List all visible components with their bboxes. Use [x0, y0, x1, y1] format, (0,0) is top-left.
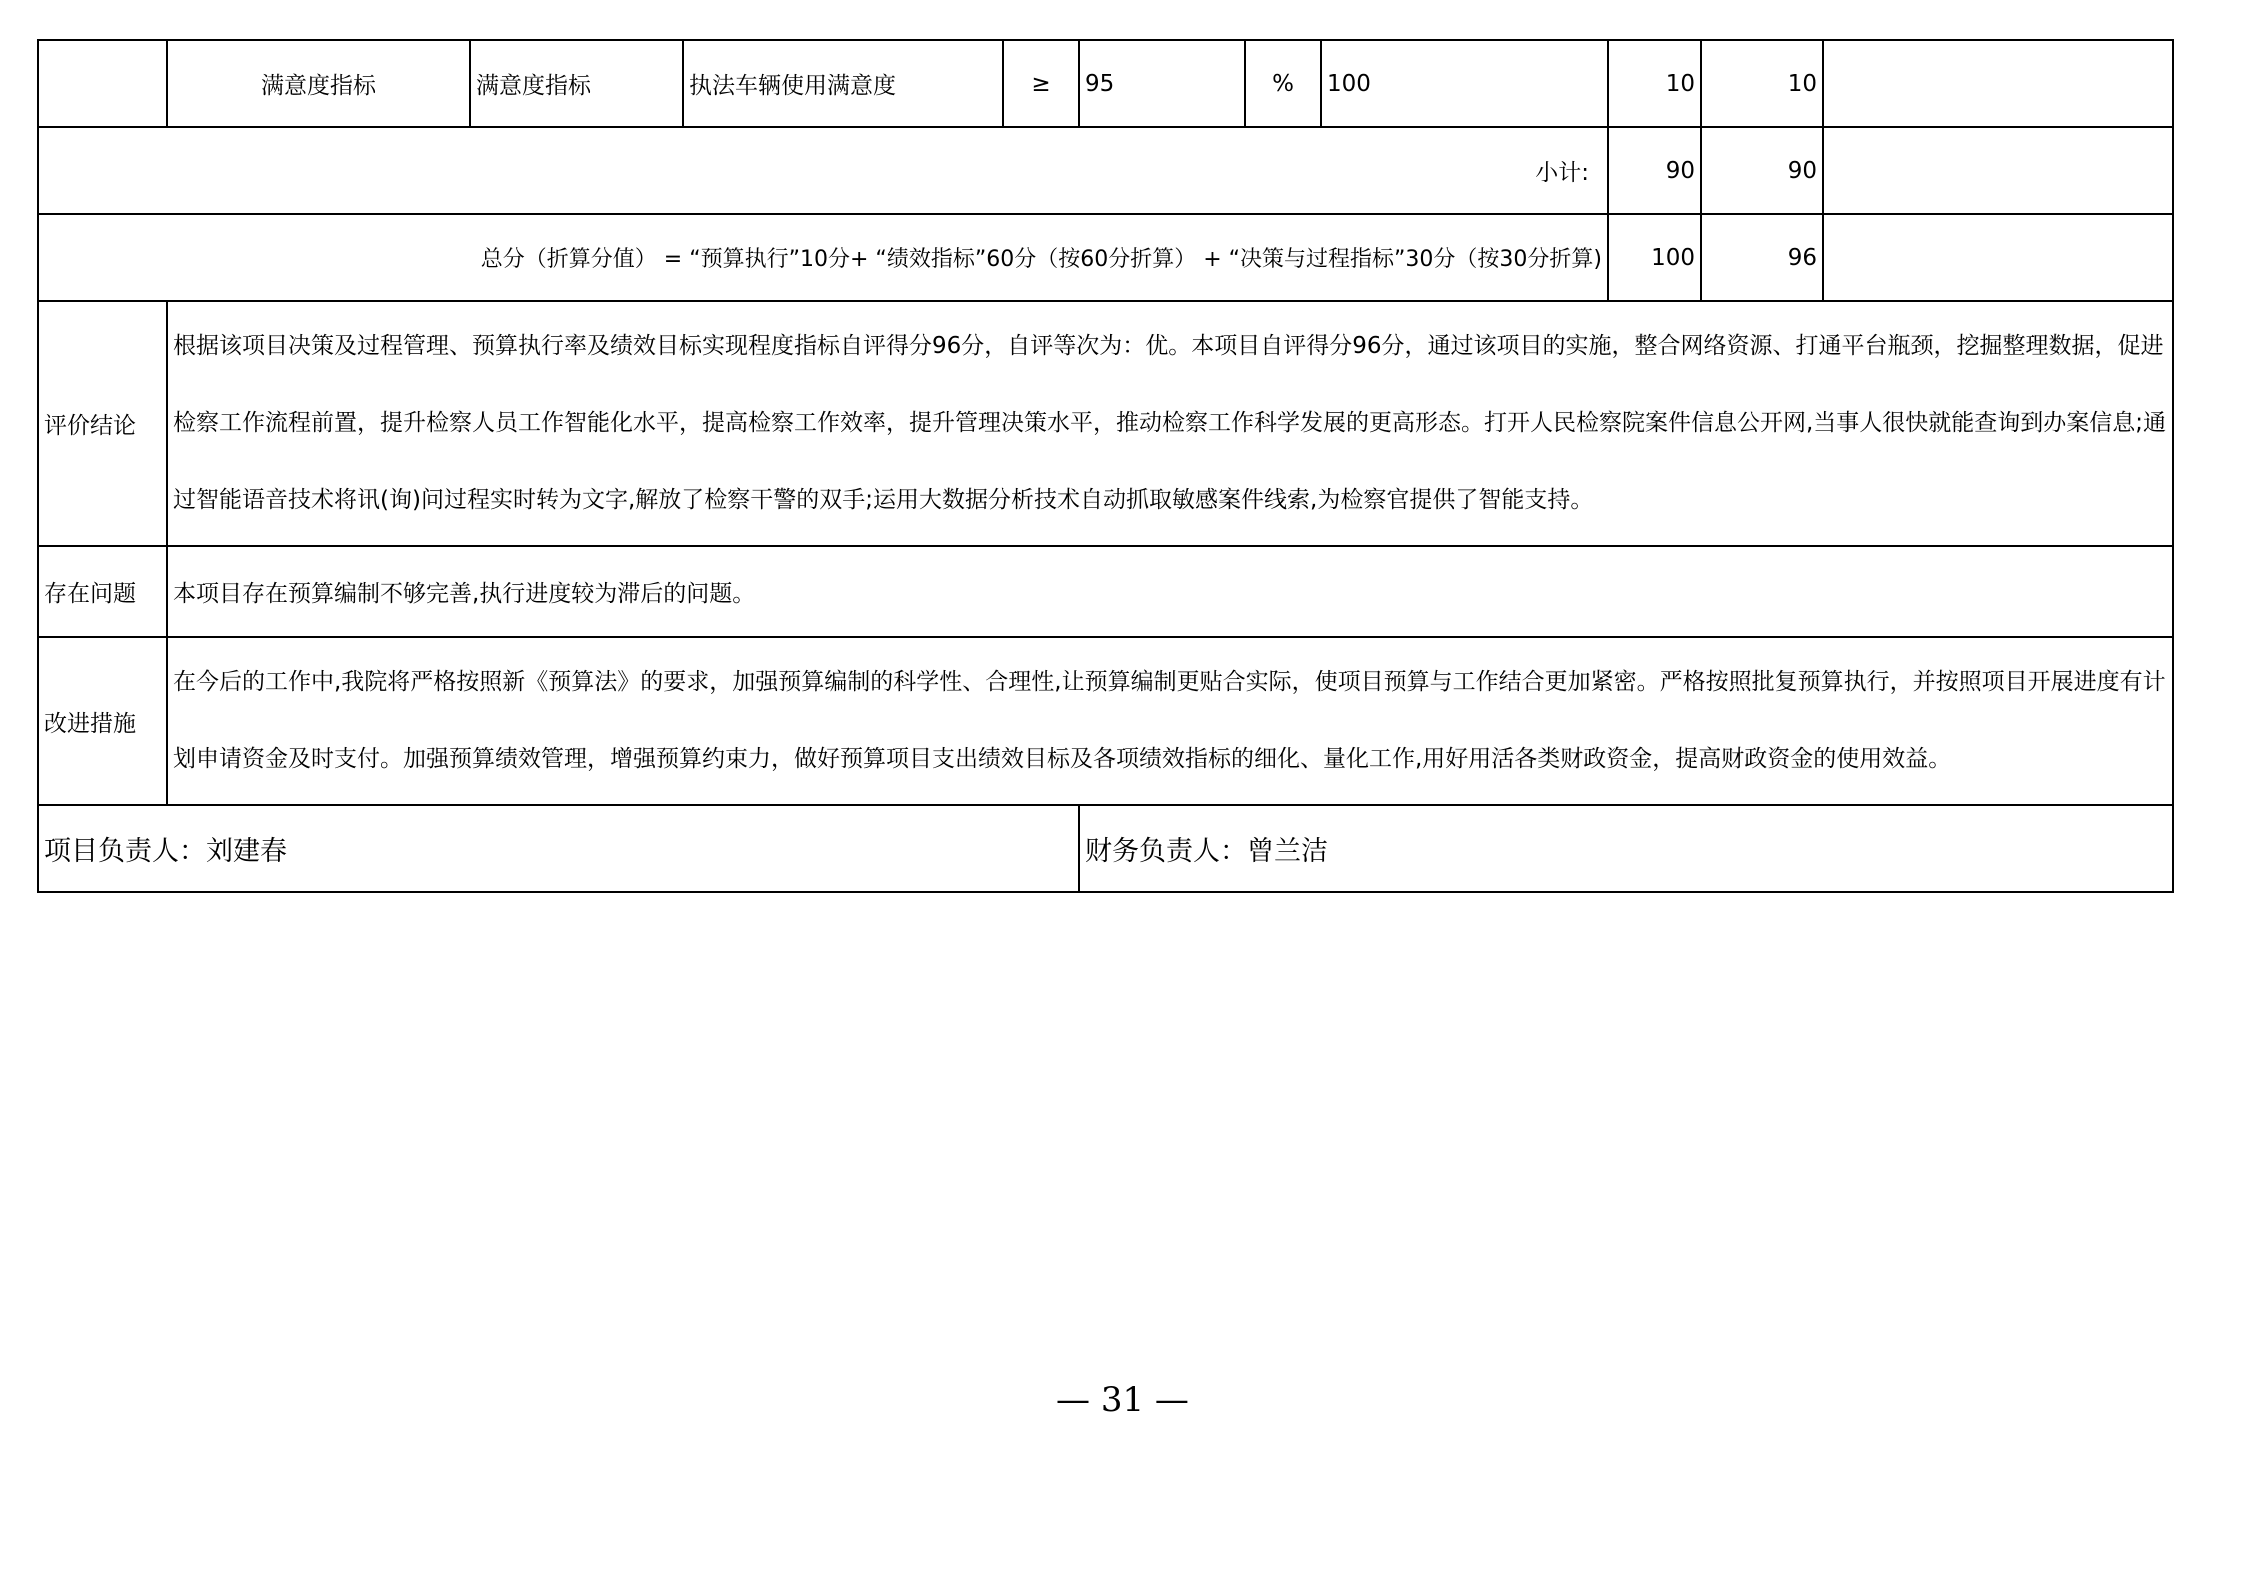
table-row-problems [38, 546, 2173, 637]
indicator-name: 执法车辆使用满意度 [683, 40, 1003, 127]
total-score: 96 [1701, 214, 1823, 301]
measures-text: 在今后的工作中,我院将严格按照新《预算法》的要求，加强预算编制的科学性、合理性,让预算编制更贴合实际，使项目预算与工作结合更加紧密。严格按照批复预算执行，并按照项目开展进度有计划申请资金及时支付。加强预算绩效管理，增强预算约束力，做好预算项目支出绩效目标及各项绩效指标的细化、量化工作,用好用活各类财政资金，提高财政资金的使用效益。 [167, 637, 2173, 805]
problems-text: 本项目存在预算编制不够完善,执行进度较为滞后的问题。 [167, 546, 2173, 637]
unit-cell: % [1245, 40, 1321, 127]
conclusion-label: 评价结论 [38, 301, 167, 546]
actual-value: 100 [1321, 40, 1608, 127]
total-weight: 100 [1608, 214, 1701, 301]
table-row-satisfaction [38, 40, 2173, 127]
conclusion-text: 根据该项目决策及过程管理、预算执行率及绩效目标实现程度指标自评得分96分，自评等次为：优。本项目自评得分96分，通过该项目的实施，整合网络资源、打通平台瓶颈，挖掘整理数据，促进检察工作流程前置，提升检察人员工作智能化水平，提高检察工作效率，提升管理决策水平，推动检察工作科学发展的更高形态。打开人民检察院案件信息公开网,当事人很快就能查询到办案信息;通过智能语音技术将讯(询)问过程实时转为文字,解放了检察干警的双手;运用大数据分析技术自动抓取敏感案件线索,为检察官提供了智能支持。 [167, 301, 2173, 546]
problems-label: 存在问题 [38, 546, 167, 637]
page-number: — 31 — [1056, 1380, 1189, 1420]
target-value: 95 [1079, 40, 1245, 127]
weight-value: 10 [1608, 40, 1701, 127]
subtotal-label: 小计: [38, 127, 1608, 214]
finance-lead: 财务负责人：曾兰洁 [1079, 805, 2173, 892]
subtotal-score: 90 [1701, 127, 1823, 214]
table-row-total [38, 214, 2173, 301]
blank-cell [38, 40, 167, 127]
evaluation-table [37, 39, 2174, 893]
subtotal-weight: 90 [1608, 127, 1701, 214]
project-lead: 项目负责人：刘建春 [38, 805, 1079, 892]
total-note [1823, 214, 2173, 301]
table-row-measures [38, 637, 2173, 805]
operator-cell: ≥ [1003, 40, 1079, 127]
note-cell [1823, 40, 2173, 127]
subtotal-note [1823, 127, 2173, 214]
measures-label: 改进措施 [38, 637, 167, 805]
level2-indicator: 满意度指标 [470, 40, 683, 127]
level1-indicator: 满意度指标 [167, 40, 470, 127]
total-label: 总分（折算分值） = “预算执行”10分+ “绩效指标”60分（按60分折算） + “决策与过程指标”30分（按30分折算) [38, 214, 1608, 301]
score-value: 10 [1701, 40, 1823, 127]
table-row-conclusion [38, 301, 2173, 546]
table-row-signatures [38, 805, 2173, 892]
table-row-subtotal [38, 127, 2173, 214]
